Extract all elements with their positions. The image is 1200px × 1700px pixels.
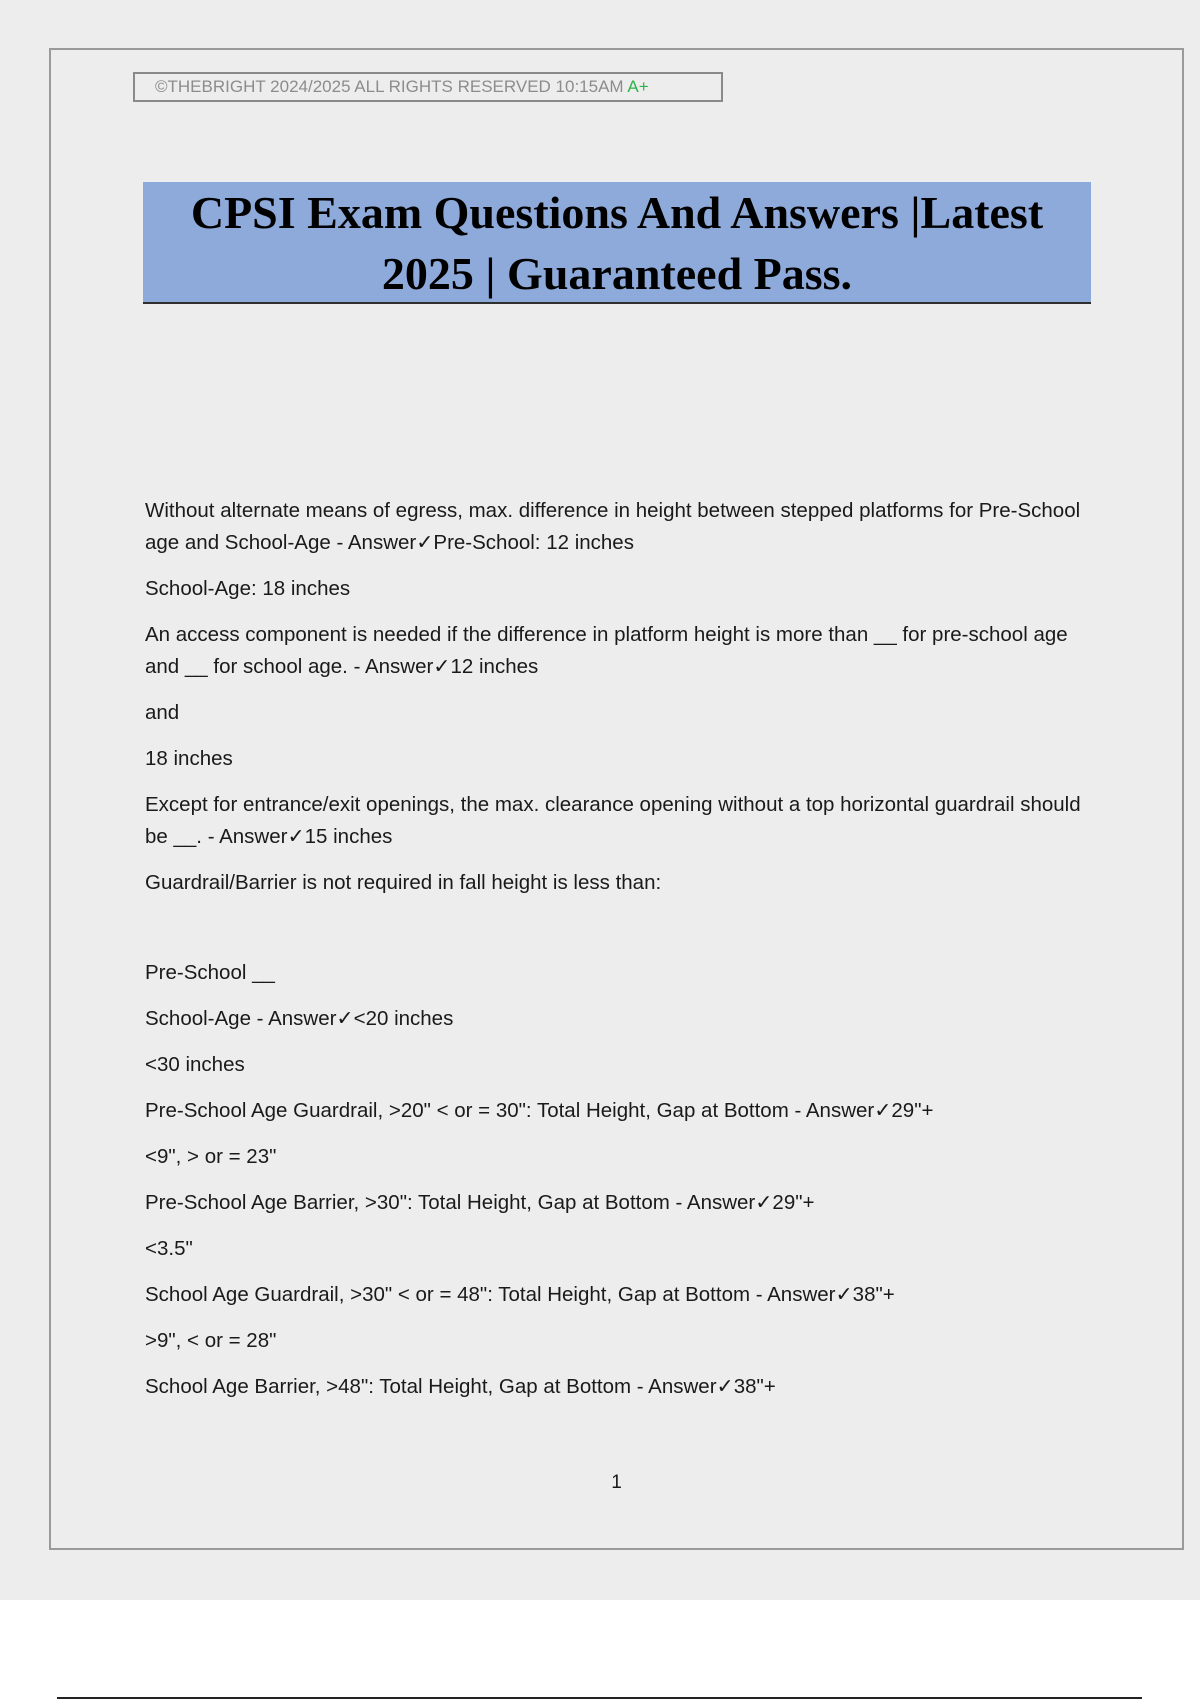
- copyright-text: ©THEBRIGHT 2024/2025 ALL RIGHTS RESERVED 10:15AM: [155, 77, 624, 96]
- page-number: 1: [611, 1472, 622, 1493]
- qa-paragraph: 18 inches: [145, 747, 233, 770]
- question-answer-list: [145, 495, 1085, 1417]
- qa-paragraph: School Age Barrier, >48": Total Height, Gap at Bottom - Answer✓38"+: [145, 1375, 776, 1398]
- qa-paragraph: Guardrail/Barrier is not required in fall height is less than:: [145, 871, 662, 894]
- qa-paragraph: School-Age - Answer✓<20 inches: [145, 1007, 454, 1030]
- qa-paragraph: <3.5": [145, 1237, 193, 1260]
- qa-paragraph: <30 inches: [145, 1053, 245, 1076]
- qa-paragraph: >9", < or = 28": [145, 1329, 277, 1352]
- qa-paragraph: Without alternate means of egress, max. difference in height between stepped platforms for Pre-School age and School-Age - Answer✓Pre-School: 12 inches: [145, 499, 1081, 554]
- qa-paragraph: Pre-School Age Guardrail, >20" < or = 30": Total Height, Gap at Bottom - Answer✓29"+: [145, 1099, 934, 1122]
- title-line-2: 2025 | Guaranteed Pass.: [381, 248, 853, 299]
- copyright-header: [133, 72, 723, 102]
- divider: [57, 1697, 1142, 1699]
- qa-paragraph: School Age Guardrail, >30" < or = 48": Total Height, Gap at Bottom - Answer✓38"+: [145, 1283, 895, 1306]
- qa-paragraph: <9", > or = 23": [145, 1145, 277, 1168]
- grade-badge: A+: [627, 77, 649, 96]
- qa-paragraph: Pre-School Age Barrier, >30": Total Height, Gap at Bottom - Answer✓29"+: [145, 1191, 815, 1214]
- blank-line: [145, 913, 1085, 957]
- qa-paragraph: and: [145, 701, 180, 724]
- qa-paragraph: Except for entrance/exit openings, the max. clearance opening without a top horizontal guardrail should be __. - Answer✓15 inches: [145, 793, 1081, 848]
- qa-paragraph: School-Age: 18 inches: [145, 577, 351, 600]
- qa-paragraph: An access component is needed if the difference in platform height is more than __ for pre-school age and __ for school age. - Answer✓12 inches: [145, 623, 1068, 678]
- title-line-1: CPSI Exam Questions And Answers |Latest: [190, 187, 1044, 238]
- qa-paragraph: Pre-School __: [145, 961, 275, 984]
- document-title: [143, 182, 1091, 304]
